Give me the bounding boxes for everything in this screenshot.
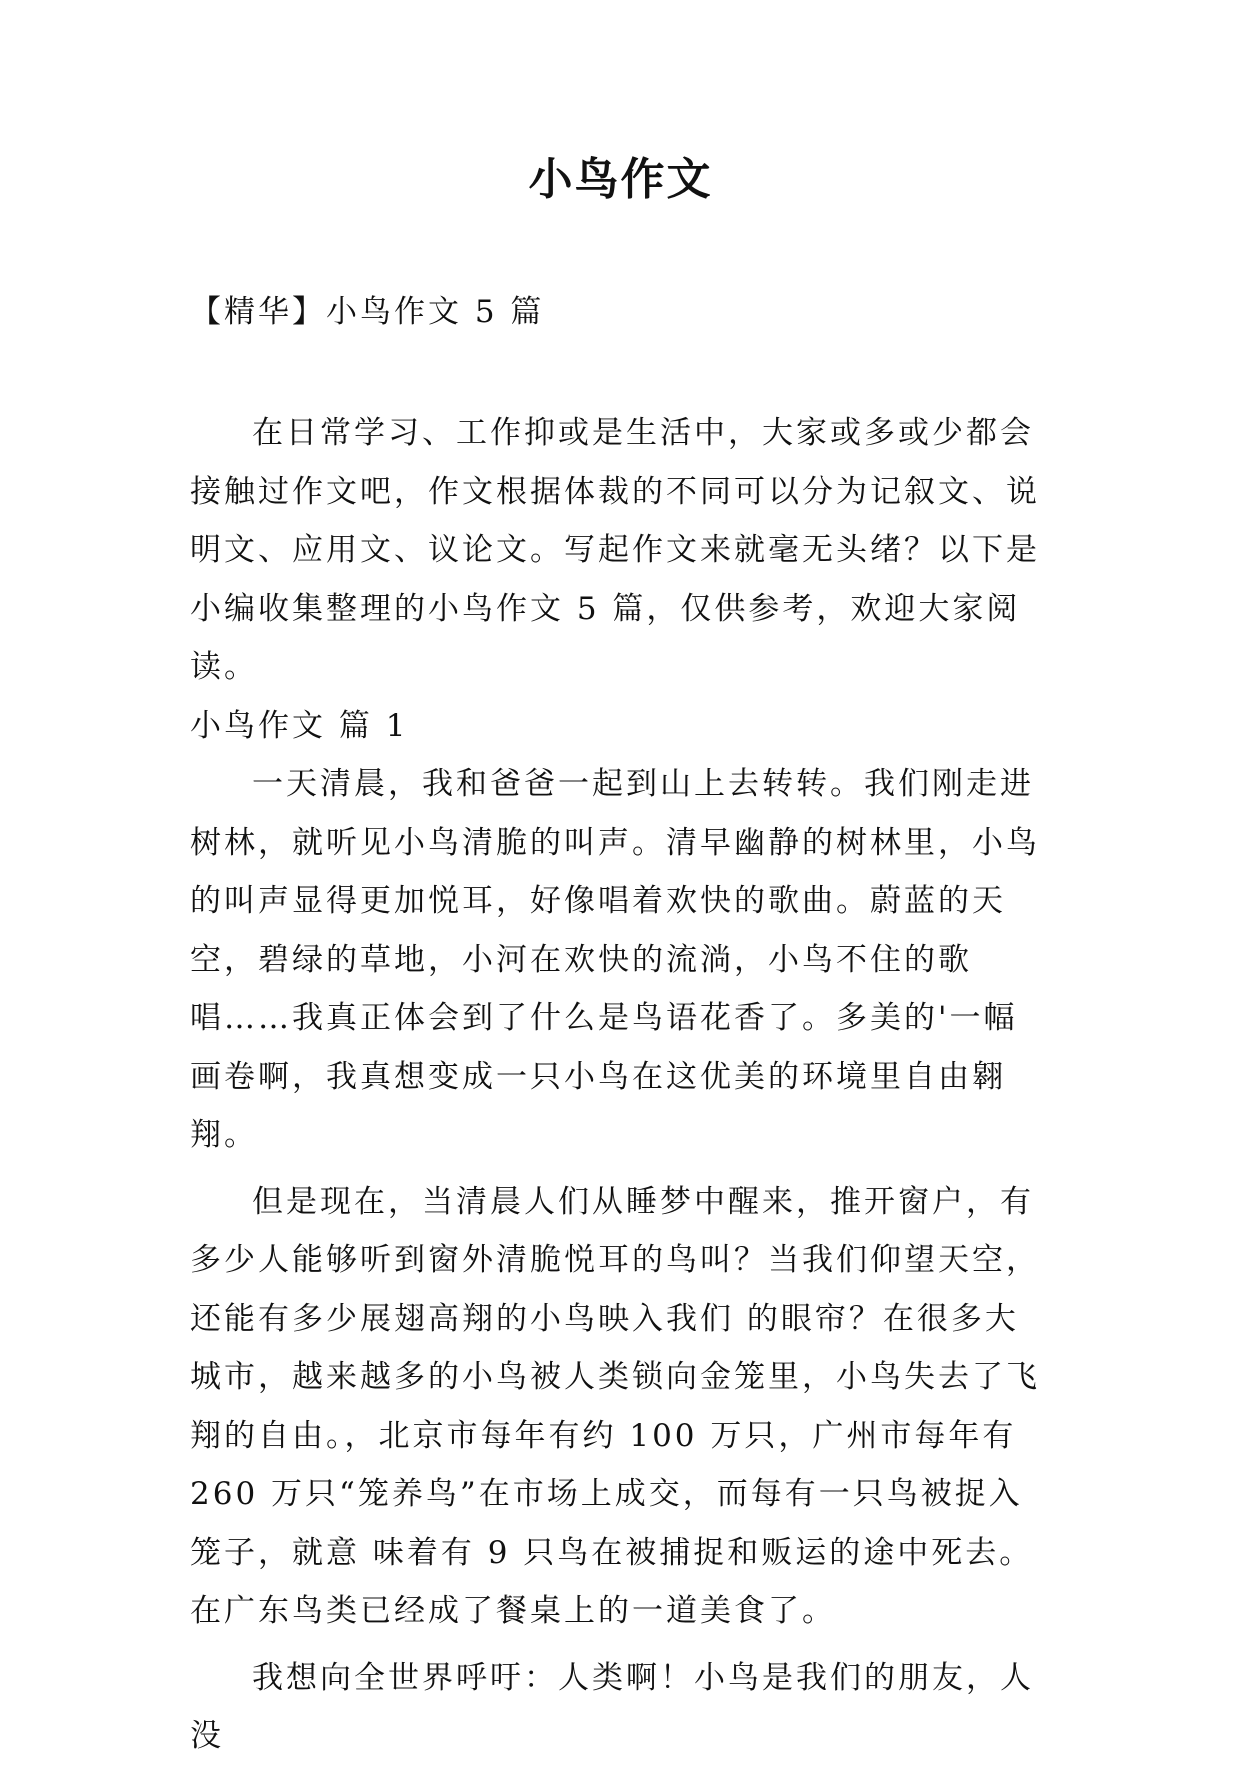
document-title: 小鸟作文 <box>528 154 713 205</box>
document-subtitle: 【精华】小鸟作文 5 篇 <box>190 294 545 330</box>
body-paragraph-1: 一天清晨，我和爸爸一起到山上去转转。我们刚走进树林，就听见小鸟清脆的叫声。清早幽静的树林里，小鸟的叫声显得更加悦耳，好像唱着欢快的歌曲。蔚蓝的天空，碧绿的草地，小河在欢快的流淌，小鸟不住的歌唱……我真正体会到了什么是鸟语花香了。多美的'一幅画卷啊，我真想变成一只小鸟在这优美的环境里自由翱翔。 <box>190 766 1040 1153</box>
intro-paragraph: 在日常学习、工作抑或是生活中，大家或多或少都会接触过作文吧，作文根据体裁的不同可以分为记叙文、说明文、应用文、议论文。写起作文来就毫无头绪？以下是小编收集整理的小鸟作文 5 篇，仅供参考，欢迎大家阅读。 <box>190 415 1040 685</box>
body-paragraph-3: 我想向全世界呼吁：人类啊！小鸟是我们的朋友，人没 <box>190 1659 1034 1754</box>
document-body <box>190 404 1050 1766</box>
body-paragraph-2: 但是现在，当清晨人们从睡梦中醒来，推开窗户，有多少人能够听到窗外清脆悦耳的鸟叫？当我们仰望天空，还能有多少展翅高翔的小鸟映入我们 的眼帘？在很多大城市，越来越多的小鸟被人类锁向金笼里，小鸟失去了飞翔的自由。，北京市每年有约 100 万只，广州市每年有 260 万只“笼养鸟”在市场上成交，而每有一只鸟被捉入笼子，就意 味着有 9 只鸟在被捕捉和贩运的途中死去。在广东鸟类已经成了餐桌上的一道美食了。 <box>190 1183 1040 1629</box>
section-heading: 小鸟作文 篇 1 <box>190 707 409 744</box>
